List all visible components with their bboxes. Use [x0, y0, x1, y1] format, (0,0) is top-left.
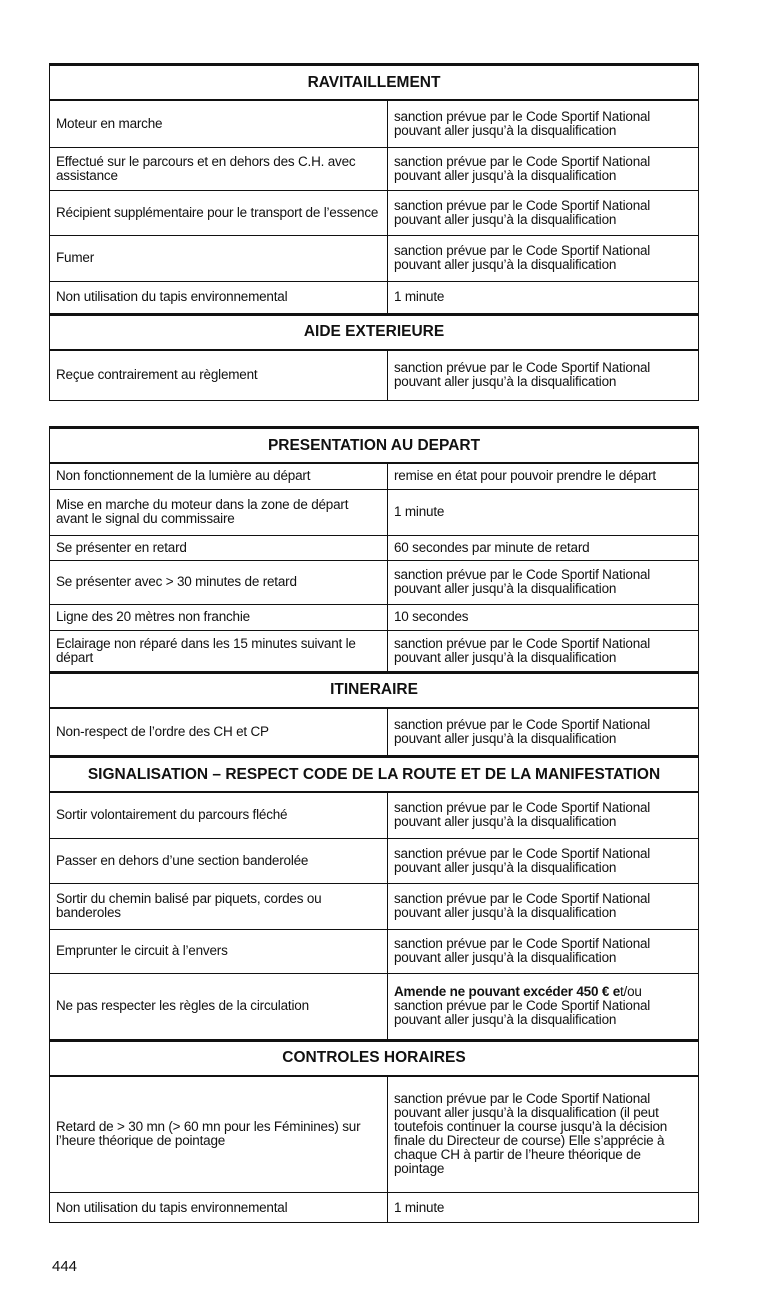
sanction-cell: 1 minute	[388, 281, 699, 314]
sanction-cell: sanction prévue par le Code Sportif National pouvant aller jusqu’à la disqualification	[388, 630, 699, 672]
section-title: SIGNALISATION – RESPECT CODE DE LA ROUTE ET DE LA MANIFESTATION	[50, 757, 699, 793]
table-row	[50, 535, 699, 560]
table-row	[50, 883, 699, 929]
sanction-cell: 1 minute	[388, 1193, 699, 1223]
sanction-cell: sanction prévue par le Code Sportif National pouvant aller jusqu’à la disqualification	[388, 100, 699, 147]
sanction-cell: sanction prévue par le Code Sportif National pouvant aller jusqu’à la disqualification (il peut toutefois continuer la course jusqu’à la décision finale du Directeur de course) Elle s’apprécie à chaque CH à partir de l’heure théorique de pointage	[388, 1076, 699, 1193]
section-title: PRESENTATION AU DEPART	[50, 428, 699, 464]
sanction-cell: sanction prévue par le Code Sportif National pouvant aller jusqu’à la disqualification	[388, 883, 699, 929]
fine-amount-text: Amende ne pouvant excéder 450 € e	[394, 984, 620, 999]
sanction-cell: sanction prévue par le Code Sportif National pouvant aller jusqu’à la disqualification	[388, 235, 699, 281]
section-title: CONTROLES HORAIRES	[50, 1040, 699, 1076]
sanction-cell	[388, 973, 699, 1040]
penalty-table-2	[49, 426, 699, 1223]
section-header-controles-horaires	[50, 1040, 699, 1076]
infraction-cell: Non-respect de l’ordre des CH et CP	[50, 708, 388, 757]
infraction-cell: Non utilisation du tapis environnemental	[50, 1193, 388, 1223]
sanction-cell: 10 secondes	[388, 604, 699, 630]
infraction-cell: Se présenter avec > 30 minutes de retard	[50, 560, 388, 604]
table-row	[50, 350, 699, 401]
section-header-presentation-au-depart	[50, 428, 699, 464]
infraction-cell: Effectué sur le parcours et en dehors des C.H. avec assistance	[50, 147, 388, 190]
infraction-cell: Se présenter en retard	[50, 535, 388, 560]
table-row	[50, 463, 699, 489]
table-row	[50, 973, 699, 1040]
sanction-cell: 60 secondes par minute de retard	[388, 535, 699, 560]
infraction-cell: Mise en marche du moteur dans la zone de départ avant le signal du commissaire	[50, 489, 388, 535]
infraction-cell: Sortir volontairement du parcours fléché	[50, 792, 388, 838]
table-row	[50, 929, 699, 973]
table-row	[50, 630, 699, 672]
sanction-cell: sanction prévue par le Code Sportif National pouvant aller jusqu’à la disqualification	[388, 708, 699, 757]
infraction-cell: Non fonctionnement de la lumière au départ	[50, 463, 388, 489]
section-title: ITINERAIRE	[50, 672, 699, 708]
table-row	[50, 838, 699, 883]
table-row	[50, 708, 699, 757]
infraction-cell: Passer en dehors d’une section banderolée	[50, 838, 388, 883]
table-row	[50, 560, 699, 604]
page-number: 444	[52, 1258, 78, 1275]
infraction-cell: Ligne des 20 mètres non franchie	[50, 604, 388, 630]
table-row	[50, 1076, 699, 1193]
infraction-cell: Sortir du chemin balisé par piquets, cordes ou banderoles	[50, 883, 388, 929]
sanction-cell: sanction prévue par le Code Sportif National pouvant aller jusqu’à la disqualification	[388, 190, 699, 235]
infraction-cell: Retard de > 30 mn (> 60 mn pour les Féminines) sur l’heure théorique de pointage	[50, 1076, 388, 1193]
sanction-cell: sanction prévue par le Code Sportif National pouvant aller jusqu’à la disqualification	[388, 929, 699, 973]
table-row	[50, 190, 699, 235]
sanction-cell: sanction prévue par le Code Sportif National pouvant aller jusqu’à la disqualification	[388, 792, 699, 838]
sanction-cell: remise en état pour pouvoir prendre le départ	[388, 463, 699, 489]
section-header-itineraire	[50, 672, 699, 708]
sanction-cell: 1 minute	[388, 489, 699, 535]
infraction-cell: Reçue contrairement au règlement	[50, 350, 388, 401]
infraction-cell: Fumer	[50, 235, 388, 281]
table-row	[50, 1193, 699, 1223]
sanction-cell: sanction prévue par le Code Sportif National pouvant aller jusqu’à la disqualification	[388, 560, 699, 604]
infraction-cell: Récipient supplémentaire pour le transport de l’essence	[50, 190, 388, 235]
infraction-cell: Emprunter le circuit à l’envers	[50, 929, 388, 973]
table-row	[50, 604, 699, 630]
penalty-table-1	[49, 63, 699, 401]
sanction-text: t/ou sanction prévue par le Code Sportif National pouvant aller jusqu’à la disqualification	[394, 984, 651, 1027]
infraction-cell: Moteur en marche	[50, 100, 388, 147]
section-header-ravitaillement	[50, 65, 699, 101]
table-row	[50, 235, 699, 281]
section-header-aide-exterieure	[50, 314, 699, 350]
table-row	[50, 489, 699, 535]
infraction-cell: Non utilisation du tapis environnemental	[50, 281, 388, 314]
table-row	[50, 100, 699, 147]
table-row	[50, 281, 699, 314]
table-row	[50, 147, 699, 190]
section-header-signalisation	[50, 757, 699, 793]
table-row	[50, 792, 699, 838]
section-title: AIDE EXTERIEURE	[50, 314, 699, 350]
infraction-cell: Eclairage non réparé dans les 15 minutes suivant le départ	[50, 630, 388, 672]
infraction-cell: Ne pas respecter les règles de la circulation	[50, 973, 388, 1040]
sanction-cell: sanction prévue par le Code Sportif National pouvant aller jusqu’à la disqualification	[388, 838, 699, 883]
sanction-cell: sanction prévue par le Code Sportif National pouvant aller jusqu’à la disqualification	[388, 147, 699, 190]
section-title: RAVITAILLEMENT	[50, 65, 699, 101]
sanction-cell: sanction prévue par le Code Sportif National pouvant aller jusqu’à la disqualification	[388, 350, 699, 401]
